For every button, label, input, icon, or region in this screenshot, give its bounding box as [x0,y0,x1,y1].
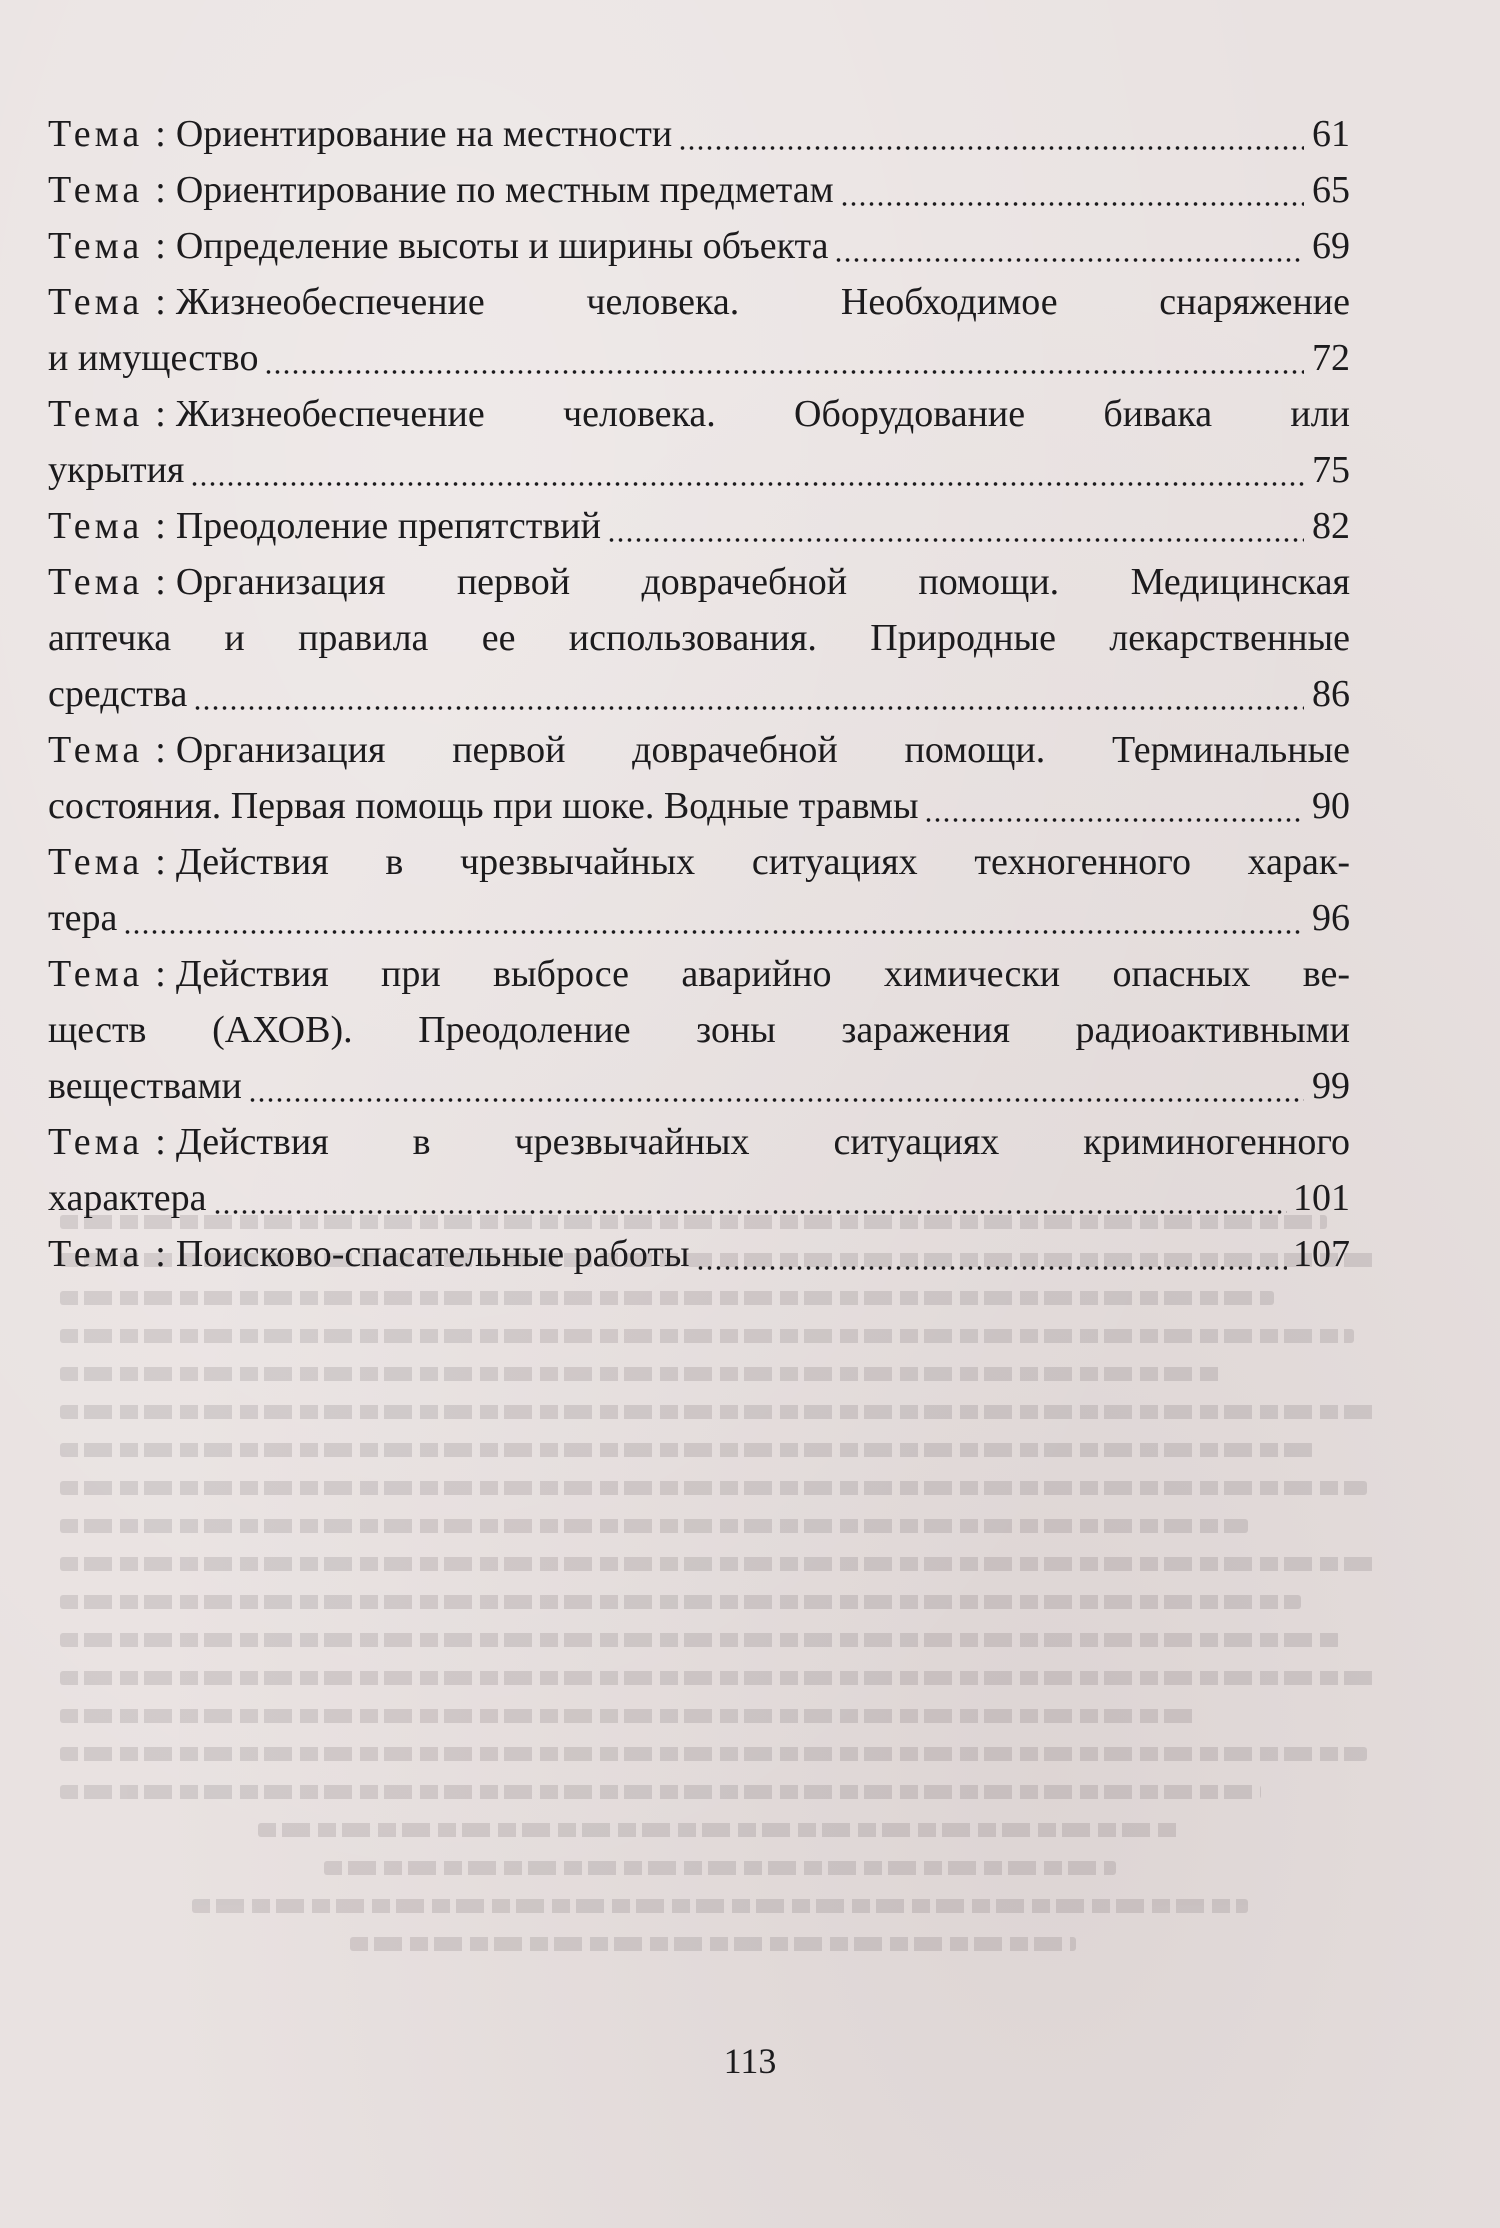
toc-entry-continued-line [48,946,1350,1002]
toc-entry-title: Поисково-спасательные работы [175,1233,690,1275]
toc-entry-page: 96 [1312,897,1350,939]
toc-entry [48,1226,1350,1282]
toc-entry-label: Тема [48,1121,144,1163]
toc-entry [48,162,1350,218]
toc-entry-title: Ориентирование по местным предметам [175,169,834,211]
toc-entry-label: Тема [48,953,144,995]
toc-entry-label-colon: : [155,225,166,267]
toc-entry-title: аптечка и правила ее использования. Природные лекарственные [48,617,1350,659]
toc-entry [48,722,1350,834]
toc-entry-page: 72 [1312,337,1350,379]
toc-entry-label-colon: : [155,169,166,211]
page-number: 113 [723,2041,777,2081]
bleed-through-texture [60,1215,1380,2075]
toc-entry-page: 82 [1312,505,1350,547]
toc-entry-title: характера [48,1177,207,1219]
toc-entry-title: Жизнеобеспечение человека. Оборудование бивака или [175,393,1350,435]
toc-entry-continued-line [48,722,1350,778]
toc-entry [48,106,1350,162]
dot-leader [193,702,1304,712]
toc-entry-label-colon: : [155,561,166,603]
toc-entry [48,946,1350,1114]
toc-entry [48,498,1350,554]
toc-entry-title: Действия в чрезвычайных ситуациях техногенного харак- [175,841,1350,883]
toc-entry-title: и имущество [48,337,259,379]
toc-entry-title: Преодоление препятствий [175,505,601,547]
toc-entry-title: средства [48,673,188,715]
toc-entry-continued-line [48,1114,1350,1170]
toc-entry-page: 99 [1312,1065,1350,1107]
dot-leader [213,1206,1287,1216]
toc-entry-title: Организация первой доврачебной помощи. Медицинская [175,561,1350,603]
toc-entry-label-colon: : [155,841,166,883]
toc-entry-page: 69 [1312,225,1350,267]
toc-entry-continued-line [48,386,1350,442]
toc-entry [48,554,1350,722]
dot-leader [607,534,1304,544]
toc-entry-page: 86 [1312,673,1350,715]
toc-entry [48,1114,1350,1226]
toc-entry-title: Действия при выбросе аварийно химически опасных ве- [175,953,1350,995]
toc-entry-page: 75 [1312,449,1350,491]
toc-entry-label: Тема [48,561,144,603]
toc-entry-page: 61 [1312,113,1350,155]
dot-leader [834,254,1304,264]
toc-entry-label-colon: : [155,1233,166,1275]
toc-entry-title: веществами [48,1065,242,1107]
dot-leader [924,814,1304,824]
toc-entry-title: ществ (АХОВ). Преодоление зоны заражения радиоактивными [48,1009,1350,1051]
dot-leader [248,1094,1304,1104]
toc-entry-page: 90 [1312,785,1350,827]
toc-entry-label: Тема [48,169,144,211]
toc-entry-label-colon: : [155,729,166,771]
toc-entry-label-colon: : [155,281,166,323]
toc-entry [48,834,1350,946]
toc-entry-page: 65 [1312,169,1350,211]
table-of-contents [48,106,1350,1282]
toc-entry-continued-line [48,610,1350,666]
toc-entry-label: Тема [48,505,144,547]
toc-entry-title: Ориентирование на местности [175,113,673,155]
toc-entry-title: состояния. Первая помощь при шоке. Водные травмы [48,785,919,827]
toc-entry-title: укрытия [48,449,185,491]
toc-entry-continued-line [48,1002,1350,1058]
toc-entry-title: Определение высоты и ширины объекта [175,225,829,267]
toc-entry-continued-line [48,554,1350,610]
toc-entry-continued-line [48,274,1350,330]
toc-entry-label-colon: : [155,1121,166,1163]
toc-entry-title: Действия в чрезвычайных ситуациях криминогенного [175,1121,1350,1163]
toc-entry-title: тера [48,897,118,939]
toc-entry [48,274,1350,386]
toc-entry-label: Тема [48,729,144,771]
dot-leader [696,1262,1288,1272]
toc-entry-page: 107 [1293,1233,1350,1275]
toc-entry-label-colon: : [155,505,166,547]
toc-entry-label-colon: : [155,953,166,995]
dot-leader [190,478,1304,488]
toc-entry-label-colon: : [155,113,166,155]
toc-entry [48,386,1350,498]
toc-entry-label: Тема [48,281,144,323]
toc-entry-title: Организация первой доврачебной помощи. Терминальные [175,729,1350,771]
dot-leader [264,366,1304,376]
toc-entry-label: Тема [48,1233,144,1275]
toc-entry-title: Жизнеобеспечение человека. Необходимое снаряжение [175,281,1350,323]
toc-entry-label: Тема [48,841,144,883]
toc-entry-page: 101 [1293,1177,1350,1219]
toc-entry-label: Тема [48,393,144,435]
dot-leader [678,142,1304,152]
toc-entry-continued-line [48,834,1350,890]
toc-entry-label-colon: : [155,393,166,435]
toc-entry-label: Тема [48,113,144,155]
dot-leader [123,926,1304,936]
dot-leader [840,198,1304,208]
toc-entry-label: Тема [48,225,144,267]
toc-entry [48,218,1350,274]
